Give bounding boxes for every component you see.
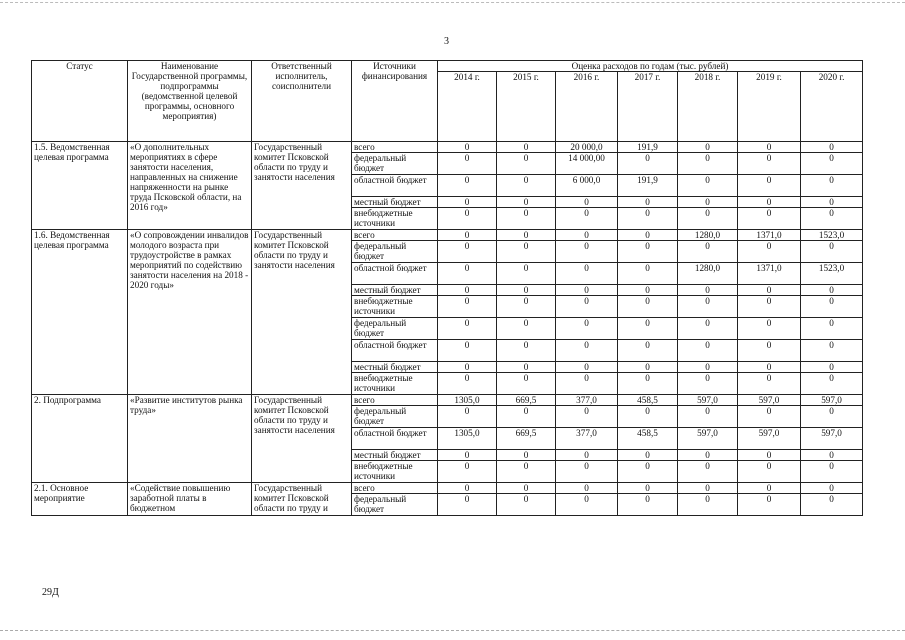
- value-cell: 0: [678, 483, 738, 494]
- value-cell: 0: [497, 483, 556, 494]
- value-cell: 0: [438, 142, 497, 153]
- value-cell: 0: [738, 285, 801, 296]
- value-cell: 0: [438, 175, 497, 197]
- value-cell: 377,0: [556, 395, 618, 406]
- value-cell: 0: [438, 373, 497, 395]
- value-cell: 0: [801, 208, 863, 230]
- value-cell: 0: [438, 406, 497, 428]
- value-cell: 0: [738, 362, 801, 373]
- row-name: «О дополнительных мероприятиях в сфере занятости населения, направленных на снижение напряженности на рынке труда Псковской области, на 2016 год»: [128, 142, 252, 230]
- row-source: всего: [352, 230, 438, 241]
- value-cell: 0: [678, 373, 738, 395]
- value-cell: 0: [556, 373, 618, 395]
- col-responsible: Ответственный исполнитель, соисполнители: [252, 61, 352, 142]
- value-cell: 0: [678, 340, 738, 362]
- row-source: всего: [352, 395, 438, 406]
- value-cell: 0: [738, 241, 801, 263]
- value-cell: 0: [618, 340, 678, 362]
- value-cell: 0: [556, 494, 618, 516]
- value-cell: 1305,0: [438, 395, 497, 406]
- value-cell: 0: [497, 362, 556, 373]
- row-source: областной бюджет: [352, 175, 438, 197]
- value-cell: 0: [438, 318, 497, 340]
- value-cell: 0: [801, 153, 863, 175]
- row-source: федеральный бюджет: [352, 318, 438, 340]
- value-cell: 0: [497, 318, 556, 340]
- value-cell: 669,5: [497, 395, 556, 406]
- value-cell: 0: [497, 461, 556, 483]
- value-cell: 0: [801, 285, 863, 296]
- value-cell: 0: [801, 340, 863, 362]
- value-cell: 0: [678, 461, 738, 483]
- value-cell: 1523,0: [801, 230, 863, 241]
- row-name: «Содействие повышению заработной платы в бюджетном: [128, 483, 252, 516]
- value-cell: 0: [738, 483, 801, 494]
- row-source: областной бюджет: [352, 340, 438, 362]
- row-name: «О сопровождении инвалидов молодого возраста при трудоустройстве в рамках мероприятий по содействию занятости населения на 2018 - 2020 годы»: [128, 230, 252, 395]
- value-cell: 0: [678, 362, 738, 373]
- value-cell: 377,0: [556, 428, 618, 450]
- value-cell: 0: [618, 373, 678, 395]
- value-cell: 0: [618, 153, 678, 175]
- value-cell: 0: [556, 406, 618, 428]
- value-cell: 0: [738, 340, 801, 362]
- value-cell: 0: [678, 241, 738, 263]
- value-cell: 0: [618, 230, 678, 241]
- row-source: внебюджетные источники: [352, 296, 438, 318]
- value-cell: 0: [678, 197, 738, 208]
- value-cell: 191,9: [618, 175, 678, 197]
- col-year: 2019 г.: [738, 72, 801, 142]
- value-cell: 0: [438, 263, 497, 285]
- value-cell: 0: [678, 318, 738, 340]
- value-cell: 1280,0: [678, 230, 738, 241]
- value-cell: 0: [497, 296, 556, 318]
- value-cell: 669,5: [497, 428, 556, 450]
- value-cell: 0: [801, 406, 863, 428]
- row-status: 2.1. Основное мероприятие: [32, 483, 128, 516]
- value-cell: 0: [738, 373, 801, 395]
- value-cell: 0: [801, 296, 863, 318]
- value-cell: 0: [556, 285, 618, 296]
- row-responsible: Государственный комитет Псковской области по труду и: [252, 483, 352, 516]
- value-cell: 0: [556, 208, 618, 230]
- col-year: 2016 г.: [556, 72, 618, 142]
- value-cell: 0: [556, 318, 618, 340]
- value-cell: 0: [678, 494, 738, 516]
- value-cell: 6 000,0: [556, 175, 618, 197]
- value-cell: 0: [678, 175, 738, 197]
- value-cell: 0: [556, 483, 618, 494]
- value-cell: 0: [801, 461, 863, 483]
- value-cell: 0: [556, 450, 618, 461]
- value-cell: 14 000,00: [556, 153, 618, 175]
- value-cell: 0: [801, 175, 863, 197]
- value-cell: 0: [618, 494, 678, 516]
- value-cell: 597,0: [678, 395, 738, 406]
- value-cell: 0: [678, 208, 738, 230]
- row-source: областной бюджет: [352, 263, 438, 285]
- row-name: «Развитие институтов рынка труда»: [128, 395, 252, 483]
- value-cell: 0: [801, 494, 863, 516]
- row-source: федеральный бюджет: [352, 406, 438, 428]
- value-cell: 0: [556, 230, 618, 241]
- row-status: 2. Подпрограмма: [32, 395, 128, 483]
- top-scan-line: [0, 2, 905, 3]
- value-cell: 0: [618, 406, 678, 428]
- value-cell: 0: [738, 318, 801, 340]
- row-status: 1.5. Ведомственная целевая программа: [32, 142, 128, 230]
- table-row: [32, 395, 863, 406]
- value-cell: 1280,0: [678, 263, 738, 285]
- value-cell: 0: [497, 450, 556, 461]
- value-cell: 597,0: [738, 428, 801, 450]
- col-sources: Источники финансирования: [352, 61, 438, 142]
- value-cell: 597,0: [801, 395, 863, 406]
- value-cell: 597,0: [738, 395, 801, 406]
- value-cell: 0: [497, 230, 556, 241]
- row-source: местный бюджет: [352, 197, 438, 208]
- table-row: [32, 230, 863, 241]
- value-cell: 0: [618, 197, 678, 208]
- value-cell: 0: [618, 362, 678, 373]
- value-cell: 20 000,0: [556, 142, 618, 153]
- value-cell: 0: [497, 340, 556, 362]
- row-source: федеральный бюджет: [352, 153, 438, 175]
- row-source: местный бюджет: [352, 450, 438, 461]
- value-cell: 0: [497, 153, 556, 175]
- value-cell: 1371,0: [738, 230, 801, 241]
- value-cell: 0: [801, 197, 863, 208]
- row-responsible: Государственный комитет Псковской области по труду и занятости населения: [252, 230, 352, 395]
- row-source: местный бюджет: [352, 362, 438, 373]
- value-cell: 597,0: [801, 428, 863, 450]
- value-cell: 0: [618, 285, 678, 296]
- col-status: Статус: [32, 61, 128, 142]
- row-source: внебюджетные источники: [352, 208, 438, 230]
- value-cell: 0: [556, 340, 618, 362]
- value-cell: 0: [738, 142, 801, 153]
- table-row: [32, 483, 863, 494]
- value-cell: 0: [556, 461, 618, 483]
- value-cell: 0: [438, 153, 497, 175]
- value-cell: 0: [618, 296, 678, 318]
- table-body: [32, 142, 863, 516]
- col-name: Наименование Государственной программы, подпрограммы (ведомственной целевой программы, основного мероприятия): [128, 61, 252, 142]
- col-year: 2018 г.: [678, 72, 738, 142]
- value-cell: 0: [678, 406, 738, 428]
- expense-table: [31, 60, 863, 516]
- row-source: федеральный бюджет: [352, 494, 438, 516]
- value-cell: 0: [678, 296, 738, 318]
- value-cell: 0: [497, 373, 556, 395]
- value-cell: 0: [556, 362, 618, 373]
- value-cell: 0: [618, 483, 678, 494]
- table-row: [32, 142, 863, 153]
- row-responsible: Государственный комитет Псковской области по труду и занятости населения: [252, 395, 352, 483]
- col-year: 2014 г.: [438, 72, 497, 142]
- col-year: 2017 г.: [618, 72, 678, 142]
- row-source: всего: [352, 483, 438, 494]
- row-source: внебюджетные источники: [352, 461, 438, 483]
- value-cell: 0: [801, 450, 863, 461]
- row-source: внебюджетные источники: [352, 373, 438, 395]
- value-cell: 0: [738, 461, 801, 483]
- value-cell: 0: [556, 197, 618, 208]
- value-cell: 0: [618, 318, 678, 340]
- value-cell: 597,0: [678, 428, 738, 450]
- value-cell: 1371,0: [738, 263, 801, 285]
- value-cell: 0: [738, 175, 801, 197]
- value-cell: 0: [497, 494, 556, 516]
- value-cell: 0: [497, 142, 556, 153]
- value-cell: 0: [438, 285, 497, 296]
- value-cell: 0: [618, 461, 678, 483]
- col-estimate: Оценка расходов по годам (тыс. рублей): [438, 61, 863, 72]
- value-cell: 0: [618, 241, 678, 263]
- value-cell: 0: [438, 241, 497, 263]
- value-cell: 0: [438, 208, 497, 230]
- value-cell: 0: [738, 494, 801, 516]
- row-source: федеральный бюджет: [352, 241, 438, 263]
- value-cell: 458,5: [618, 428, 678, 450]
- value-cell: 0: [738, 153, 801, 175]
- value-cell: 0: [678, 153, 738, 175]
- row-status: 1.6. Ведомственная целевая программа: [32, 230, 128, 395]
- value-cell: 0: [801, 142, 863, 153]
- value-cell: 0: [801, 318, 863, 340]
- value-cell: 0: [438, 494, 497, 516]
- value-cell: 0: [738, 406, 801, 428]
- value-cell: 0: [738, 450, 801, 461]
- value-cell: 0: [556, 263, 618, 285]
- value-cell: 0: [618, 263, 678, 285]
- bottom-scan-line: [0, 630, 905, 631]
- value-cell: 0: [497, 241, 556, 263]
- value-cell: 0: [438, 461, 497, 483]
- value-cell: 0: [438, 197, 497, 208]
- value-cell: 0: [497, 406, 556, 428]
- value-cell: 191,9: [618, 142, 678, 153]
- row-source: всего: [352, 142, 438, 153]
- value-cell: 0: [497, 263, 556, 285]
- value-cell: 0: [618, 208, 678, 230]
- value-cell: 1523,0: [801, 263, 863, 285]
- value-cell: 0: [438, 483, 497, 494]
- value-cell: 0: [497, 175, 556, 197]
- value-cell: 0: [438, 296, 497, 318]
- row-source: областной бюджет: [352, 428, 438, 450]
- value-cell: 0: [438, 450, 497, 461]
- value-cell: 0: [738, 208, 801, 230]
- value-cell: 0: [801, 362, 863, 373]
- value-cell: 0: [556, 241, 618, 263]
- value-cell: 0: [678, 142, 738, 153]
- value-cell: 0: [738, 197, 801, 208]
- value-cell: 0: [801, 483, 863, 494]
- value-cell: 0: [678, 450, 738, 461]
- row-responsible: Государственный комитет Псковской области по труду и занятости населения: [252, 142, 352, 230]
- value-cell: 1305,0: [438, 428, 497, 450]
- value-cell: 0: [678, 285, 738, 296]
- value-cell: 0: [618, 450, 678, 461]
- col-year: 2015 г.: [497, 72, 556, 142]
- row-source: местный бюджет: [352, 285, 438, 296]
- value-cell: 0: [438, 340, 497, 362]
- page-number: 3: [444, 36, 449, 47]
- footer-code: 29Д: [42, 587, 59, 598]
- value-cell: 0: [438, 362, 497, 373]
- value-cell: 0: [497, 197, 556, 208]
- value-cell: 0: [801, 373, 863, 395]
- col-year: 2020 г.: [801, 72, 863, 142]
- value-cell: 0: [497, 208, 556, 230]
- value-cell: 458,5: [618, 395, 678, 406]
- value-cell: 0: [738, 296, 801, 318]
- value-cell: 0: [497, 285, 556, 296]
- value-cell: 0: [801, 241, 863, 263]
- value-cell: 0: [556, 296, 618, 318]
- value-cell: 0: [438, 230, 497, 241]
